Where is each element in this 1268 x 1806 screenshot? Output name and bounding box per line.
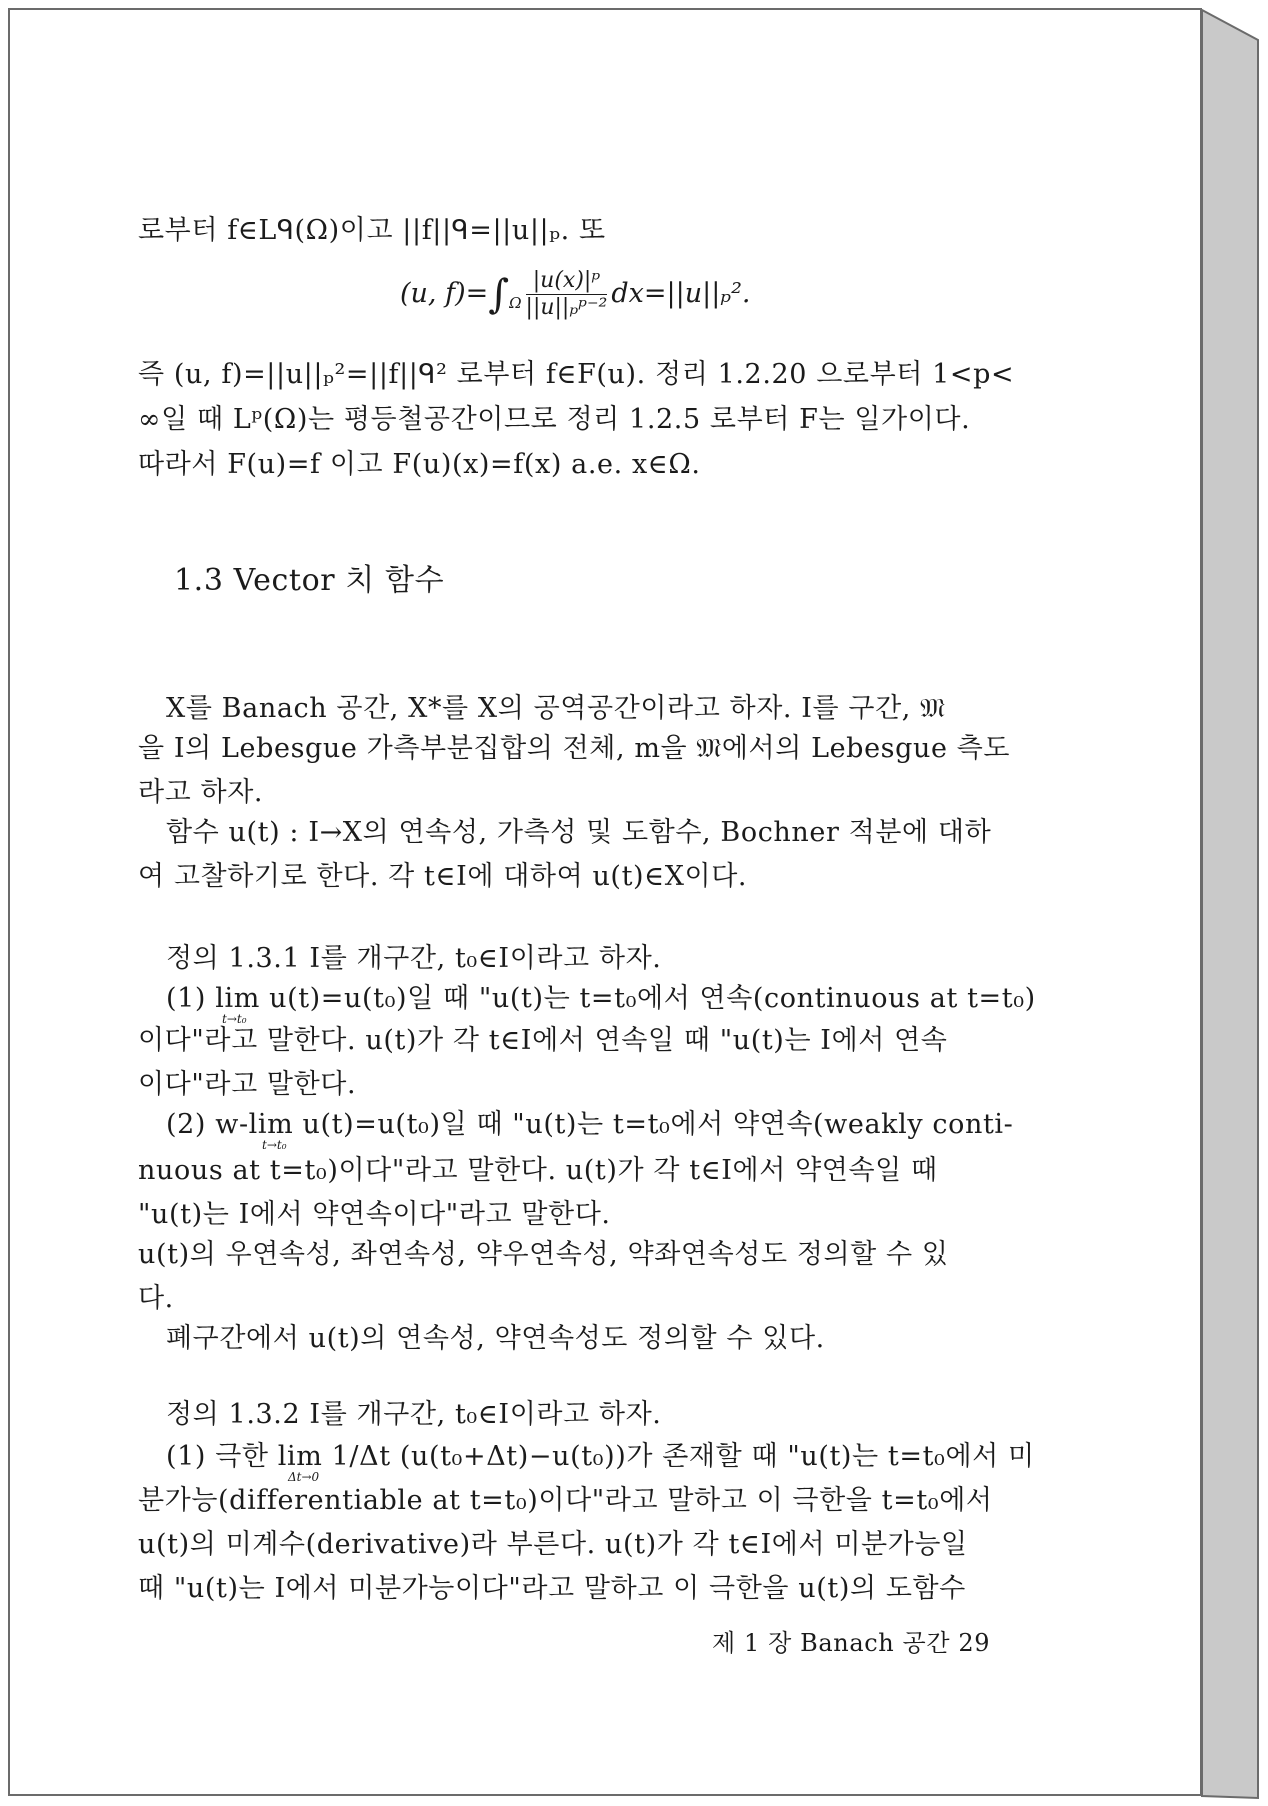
text-line: (2) w-lim u(t)=u(t₀)일 때 "u(t)는 t=t₀에서 약연속(weakly conti- xyxy=(166,1109,1014,1140)
math-display xyxy=(400,268,751,330)
integral-sign: ∫ xyxy=(488,271,510,318)
limit-subscript: Δt→0 xyxy=(288,1470,320,1484)
text-line: "u(t)는 I에서 약연속이다"라고 말한다. xyxy=(138,1199,611,1230)
integral-domain: Ω xyxy=(509,294,522,312)
text-line: 분가능(differentiable at t=t₀)이다"라고 말하고 이 극한을 t=t₀에서 xyxy=(138,1485,993,1516)
text-line: u(t)의 우연속성, 좌연속성, 약우연속성, 약좌연속성도 정의할 수 있 xyxy=(138,1239,949,1270)
text-line: 을 I의 Lebesgue 가측부분집합의 전체, m을 𝔐에서의 Lebesgue 측도 xyxy=(138,733,1011,764)
text-line: (1) 극한 lim 1/Δt (u(t₀+Δt)−u(t₀))가 존재할 때 "u(t)는 t=t₀에서 미 xyxy=(166,1441,1035,1472)
definition-title: 정의 1.3.1 I를 개구간, t₀∈I이라고 하자. xyxy=(166,943,662,974)
math-lhs: (u, f)= xyxy=(400,278,489,309)
definition-title: 정의 1.3.2 I를 개구간, t₀∈I이라고 하자. xyxy=(166,1399,662,1430)
text-line: 라고 하자. xyxy=(138,777,264,808)
text-line: 다. xyxy=(138,1283,174,1314)
text-line: 따라서 F(u)=f 이고 F(u)(x)=f(x) a.e. x∈Ω. xyxy=(138,449,701,480)
fraction-denominator: ||u||ₚᵖ⁻² xyxy=(525,295,608,320)
text-line: 폐구간에서 u(t)의 연속성, 약연속성도 정의할 수 있다. xyxy=(166,1323,825,1354)
limit-subscript: t→t₀ xyxy=(222,1012,247,1026)
text-line: u(t)의 미계수(derivative)라 부른다. u(t)가 각 t∈I에서 미분가능일 xyxy=(138,1529,968,1560)
text-line: 때 "u(t)는 I에서 미분가능이다"라고 말하고 이 극한을 u(t)의 도함수 xyxy=(138,1573,966,1604)
limit-subscript: t→t₀ xyxy=(262,1138,287,1152)
text-line: 로부터 f∈Lᑫ(Ω)이고 ||f||ᑫ=||u||ₚ. 또 xyxy=(138,215,606,246)
text-line: 이다"라고 말한다. u(t)가 각 t∈I에서 연속일 때 "u(t)는 I에서 연속 xyxy=(138,1025,948,1056)
text-line: 여 고찰하기로 한다. 각 t∈I에 대하여 u(t)∈X이다. xyxy=(138,861,748,892)
text-line: X를 Banach 공간, X*를 X의 공역공간이라고 하자. I를 구간, 𝔐 xyxy=(166,693,946,724)
page-footer: 제 1 장 Banach 공간 29 xyxy=(712,1629,991,1657)
text-line: ∞일 때 Lᵖ(Ω)는 평등철공간이므로 정리 1.2.5 로부터 F는 일가이다. xyxy=(138,404,971,435)
section-heading: 1.3 Vector 치 함수 xyxy=(174,563,445,598)
text-line: nuous at t=t₀)이다"라고 말한다. u(t)가 각 t∈I에서 약연속일 때 xyxy=(138,1155,938,1186)
text-line: 즉 (u, f)=||u||ₚ²=||f||ᑫ² 로부터 f∈F(u). 정리 1.2.20 으로부터 1<p< xyxy=(138,359,1015,390)
fraction xyxy=(526,268,608,321)
math-rhs: dx=||u||ₚ². xyxy=(611,278,751,309)
text-line: (1) lim u(t)=u(t₀)일 때 "u(t)는 t=t₀에서 연속(continuous at t=t₀) xyxy=(166,983,1036,1014)
text-line: 함수 u(t) : I→X의 연속성, 가측성 및 도함수, Bochner 적분에 대하 xyxy=(166,817,992,848)
fraction-numerator: |u(x)|ᵖ xyxy=(526,268,608,295)
text-line: 이다"라고 말한다. xyxy=(138,1069,357,1100)
